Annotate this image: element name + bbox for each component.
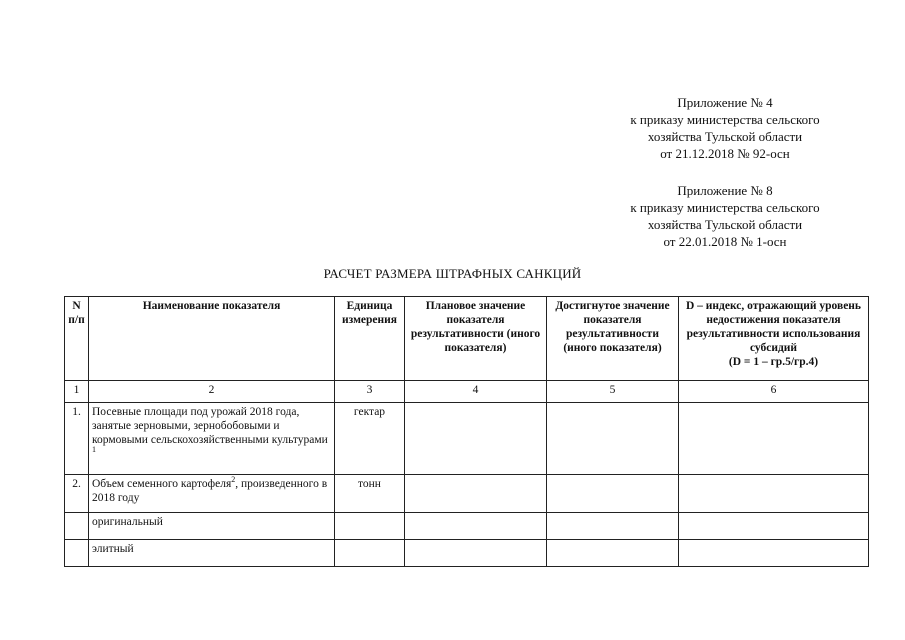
unit-cell (335, 513, 405, 540)
planned-value-cell (405, 475, 547, 513)
column-index-cell: 6 (679, 381, 869, 403)
indicator-name (89, 475, 335, 513)
indicator-name-text: Посевные площади под урожай 2018 года, занятые зерновыми, зернобобовыми и кормовыми сельскохозяйственными культурами (92, 406, 328, 446)
appendix-number: Приложение № 4 (677, 95, 773, 110)
header-d-index-formula: (D = 1 – гр.5/гр.4) (728, 356, 819, 368)
appendix-number: Приложение № 8 (677, 183, 773, 198)
indicator-name-text: Объем семенного картофеля (92, 478, 232, 490)
header-d-index (679, 297, 869, 381)
column-index-cell: 4 (405, 381, 547, 403)
table-row (65, 540, 869, 567)
indicator-name-text-cont: , произведенного в 2018 году (92, 478, 328, 504)
d-index-cell (679, 513, 869, 540)
achieved-value-cell (547, 475, 679, 513)
planned-value-cell (405, 403, 547, 475)
column-index-cell: 3 (335, 381, 405, 403)
planned-value-cell (405, 540, 547, 567)
row-number: 2. (65, 475, 89, 513)
achieved-value-cell (547, 403, 679, 475)
column-index-cell: 5 (547, 381, 679, 403)
appendix-block-8 (560, 182, 890, 250)
header-number (65, 297, 89, 381)
appendix-order-line: к приказу министерства сельского (630, 112, 820, 127)
appendix-date-line: от 21.12.2018 № 92-осн (660, 146, 790, 161)
achieved-value-cell (547, 513, 679, 540)
footnote-mark: 1 (92, 445, 96, 455)
d-index-cell (679, 475, 869, 513)
appendix-ministry-line: хозяйства Тульской области (647, 129, 803, 144)
header-unit-line1: Единица (346, 300, 393, 312)
header-achieved-value: Достигнутое значение показателя результативности (иного показателя) (547, 297, 679, 381)
indicator-name (89, 403, 335, 475)
table-row (65, 513, 869, 540)
unit-cell (335, 540, 405, 567)
row-number (65, 513, 89, 540)
header-d-index-text: D – индекс, отражающий уровень недостижения показателя результативности использования субсидий (685, 300, 862, 354)
row-number (65, 540, 89, 567)
d-index-cell (679, 540, 869, 567)
header-planned-value: Плановое значение показателя результативности (иного показателя) (405, 297, 547, 381)
column-index-cell: 1 (65, 381, 89, 403)
row-number: 1. (65, 403, 89, 475)
header-number-n: N (72, 300, 81, 312)
unit-cell: гектар (335, 403, 405, 475)
indicator-name: элитный (89, 540, 335, 567)
indicator-name: оригинальный (89, 513, 335, 540)
penalty-table (64, 296, 869, 567)
table-row (65, 403, 869, 475)
column-index-row (65, 381, 869, 403)
header-number-pp: п/п (68, 314, 85, 326)
header-unit-line2: измерения (342, 314, 397, 326)
table-header-row (65, 297, 869, 381)
planned-value-cell (405, 513, 547, 540)
appendix-block-4 (560, 94, 890, 162)
header-unit (335, 297, 405, 381)
appendix-date-line: от 22.01.2018 № 1-осн (663, 234, 787, 249)
unit-cell: тонн (335, 475, 405, 513)
d-index-cell (679, 403, 869, 475)
achieved-value-cell (547, 540, 679, 567)
appendix-order-line: к приказу министерства сельского (630, 200, 820, 215)
table-row (65, 475, 869, 513)
header-indicator-name: Наименование показателя (89, 297, 335, 381)
document-title: РАСЧЕТ РАЗМЕРА ШТРАФНЫХ САНКЦИЙ (323, 266, 582, 281)
appendix-ministry-line: хозяйства Тульской области (647, 217, 803, 232)
footnote-mark: 2 (231, 475, 236, 485)
column-index-cell: 2 (89, 381, 335, 403)
